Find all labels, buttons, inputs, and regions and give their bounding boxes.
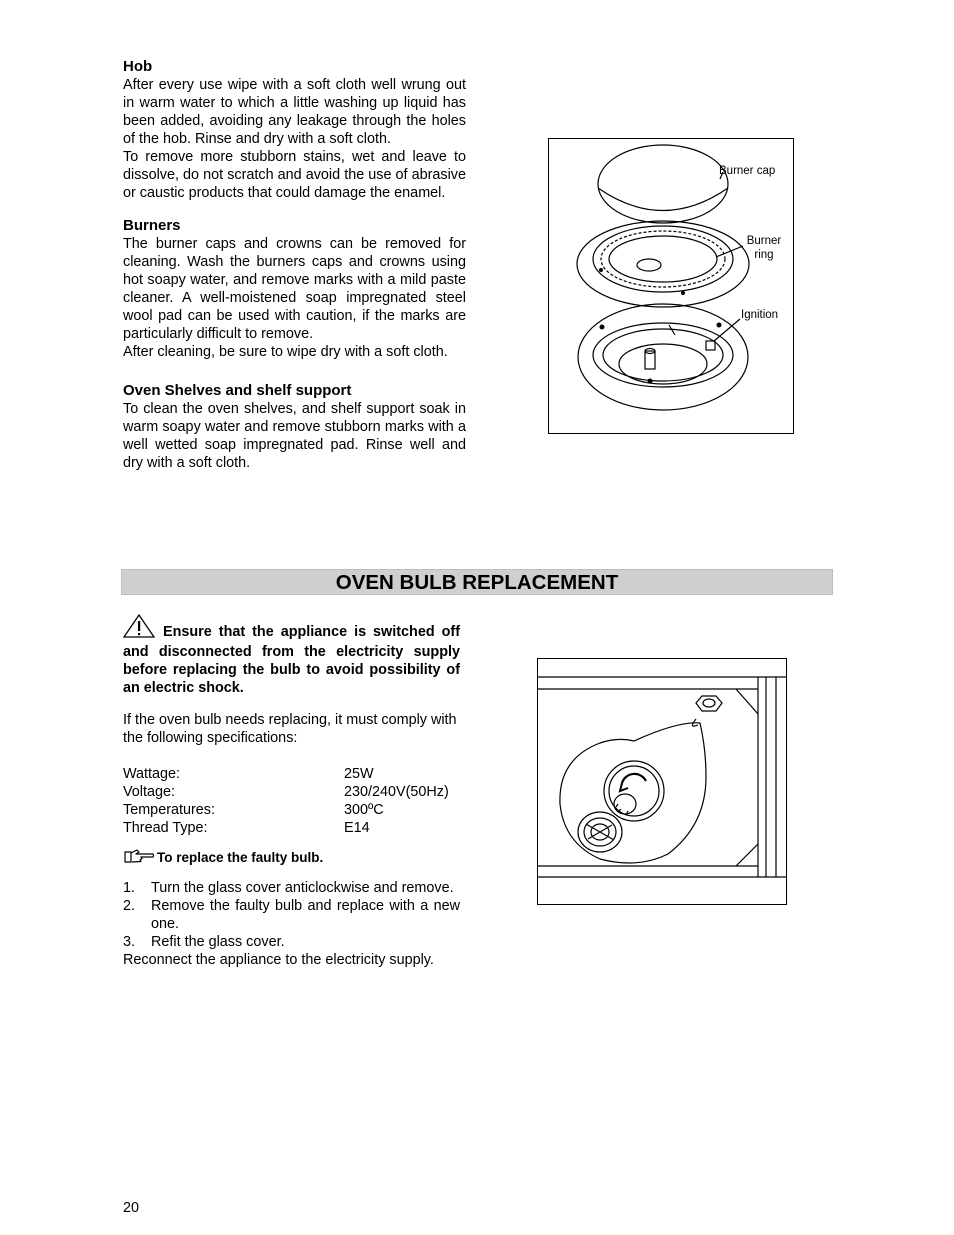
spec-key: Wattage: <box>123 766 181 782</box>
burner-ring-shape <box>577 221 749 307</box>
burner-drawing <box>549 139 793 433</box>
burner-base-shape <box>593 323 733 387</box>
spec-row-voltage <box>123 783 460 801</box>
burner-cap-label: Burner cap <box>719 165 776 177</box>
shelves-paragraph-1: To clean the oven shelves, and shelf support soak in warm soapy water and remove stubborn marks with a well wetted soap impregnated pad. Rinse well and dry with a soft cloth. <box>123 401 466 471</box>
spec-table <box>123 765 460 837</box>
step-number: 1. <box>123 880 136 896</box>
spec-row-wattage <box>123 765 460 783</box>
spec-intro: If the oven bulb needs replacing, it must comply with the following specifications: <box>123 712 457 746</box>
spec-key: Voltage: <box>123 784 176 800</box>
bulb-text-column <box>123 614 460 969</box>
oven-bulb-drawing <box>538 659 786 904</box>
replace-heading-row <box>123 847 460 867</box>
oven-bulb-diagram <box>537 658 787 905</box>
spec-key: Thread Type: <box>123 820 208 836</box>
burners-paragraph-2: After cleaning, be sure to wipe dry with a soft cloth. <box>123 344 448 360</box>
spec-row-thread-type <box>123 819 460 837</box>
steps-list <box>123 879 460 951</box>
hob-heading: Hob <box>123 58 153 75</box>
list-item <box>123 897 460 933</box>
spec-key: Temperatures: <box>123 802 215 818</box>
step-text: Remove the faulty bulb and replace with a new one. <box>151 898 460 932</box>
replace-heading: To replace the faulty bulb. <box>157 850 324 865</box>
closing-paragraph: Reconnect the appliance to the electricity supply. <box>123 952 434 968</box>
spec-value: 300ºC <box>344 802 384 818</box>
section-title: OVEN BULB REPLACEMENT <box>121 569 833 595</box>
list-item <box>123 879 460 897</box>
step-text: Refit the glass cover. <box>151 934 285 950</box>
warning-text: Ensure that the appliance is switched off and disconnected from the electricity supply before replacing the bulb to avoid possibility of an electric shock. <box>123 624 460 696</box>
burner-diagram <box>548 138 794 434</box>
burners-paragraph-1: The burner caps and crowns can be removed for cleaning. Wash the burners caps and crowns using hot soapy water, and remove marks with a mild paste cleaner. A well-moistened soap impregnated steel wool pad can be used with caution, if the marks are particularly difficult to remove. <box>123 236 466 342</box>
step-text: Turn the glass cover anticlockwise and remove. <box>151 880 454 896</box>
list-item <box>123 933 460 951</box>
warning-triangle-icon <box>123 614 155 643</box>
ignition-label: Ignition <box>741 309 779 321</box>
shelves-heading: Oven Shelves and shelf support <box>123 382 352 399</box>
burner-cap-shape <box>598 145 728 223</box>
spec-value: E14 <box>344 820 370 836</box>
spec-row-temperatures <box>123 801 460 819</box>
spec-value: 25W <box>344 766 374 782</box>
step-number: 2. <box>123 898 136 914</box>
burners-heading: Burners <box>123 217 181 234</box>
burner-ring-label: Burner ring <box>746 235 782 261</box>
pointing-hand-icon <box>123 847 157 867</box>
warning-paragraph <box>123 614 460 697</box>
hob-paragraph-2: To remove more stubborn stains, wet and leave to dissolve, do not scratch and avoid the use of abrasive or caustic products that could damage the enamel. <box>123 149 466 201</box>
cleaning-text-column <box>123 58 466 472</box>
ignition-shape <box>706 341 715 350</box>
step-number: 3. <box>123 934 136 950</box>
hob-paragraph-1: After every use wipe with a soft cloth well wrung out in warm water to which a little washing up liquid has been added, avoiding any leakage through the holes of the hob. Rinse and dry with a soft cloth. <box>123 77 466 147</box>
spec-value: 230/240V(50Hz) <box>344 784 449 800</box>
page-number: 20 <box>123 1200 140 1216</box>
